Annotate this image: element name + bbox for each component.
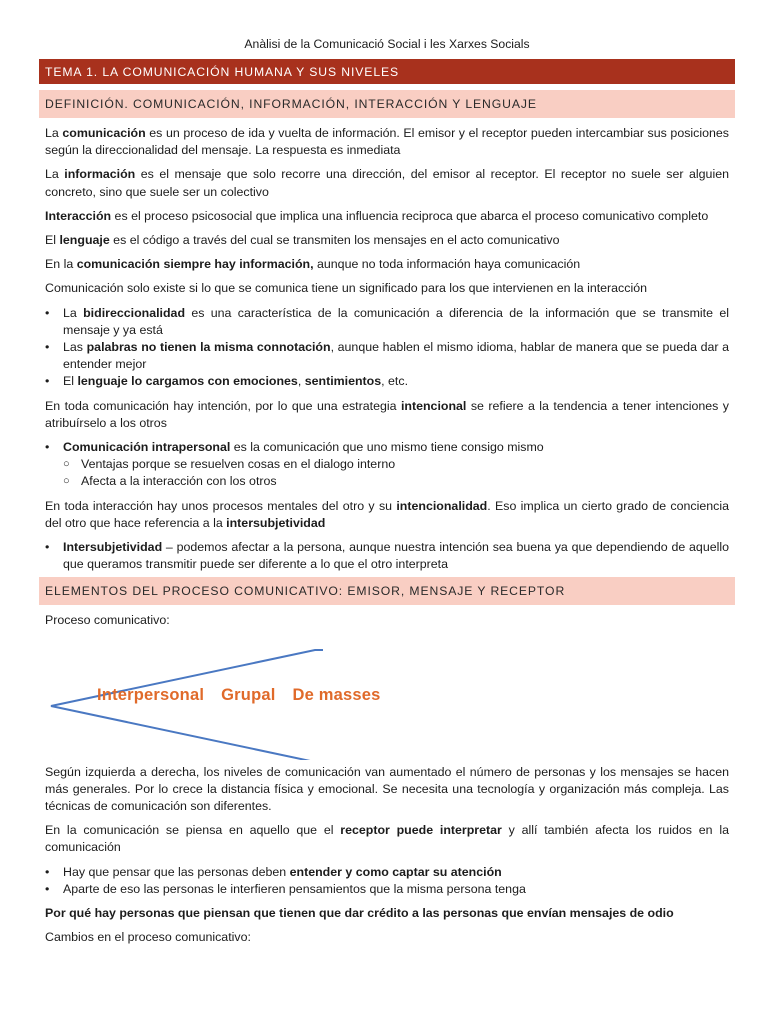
list-item: • Aparte de eso las personas le interfieren pensamientos que la misma persona tenga xyxy=(45,881,729,898)
document-header: Anàlisi de la Comunicació Social i les Xarxes Socials xyxy=(244,37,530,51)
label-interpersonal: Interpersonal xyxy=(97,685,205,704)
list-intersubjetividad xyxy=(45,539,729,573)
list-item: • La bidireccionalidad es una característica de la comunicación a diferencia de la información que se transmite el mensaje y ya está xyxy=(45,305,729,337)
paragraph-comunicacion: La comunicación es un proceso de ida y vuelta de información. El emisor y el receptor pueden intercambiar sus posiciones según la direccionalidad del mensaje. La respuesta es inmediata xyxy=(45,126,729,158)
paragraph-proceso: Proceso comunicativo: xyxy=(45,613,170,628)
paragraph-niveles: Según izquierda a derecha, los niveles de comunicación van aumentado el número de personas y los mensajes se hacen más generales. Por lo crece la distancia física y emocional. Se necesita una tecnología y organización más compleja. Las técnicas de comunicación son diferentes. xyxy=(45,764,729,814)
bullet-icon: • xyxy=(45,864,50,879)
paragraph-informacion: La información es el mensaje que solo recorre una dirección, del emisor al receptor. El receptor no suele ser alguien concreto, sino que suele ser un colectivo xyxy=(45,167,729,199)
paragraph-interaccion: Interacción es el proceso psicosocial que implica una influencia reciproca que abarca el proceso comunicativo completo xyxy=(45,208,709,223)
list-item: • Hay que pensar que las personas deben entender y como captar su atención xyxy=(45,864,729,881)
label-de-masses: De masses xyxy=(292,685,381,704)
list-item: • Comunicación intrapersonal es la comunicación que uno mismo tiene consigo mismo xyxy=(45,439,729,456)
paragraph-intencionalidad: En toda interacción hay unos procesos mentales del otro y su intencionalidad. Eso implica un cierto grado de conciencia del otro que hace referencia a la intersubjetividad xyxy=(45,498,729,530)
bullet-icon: • xyxy=(45,305,50,320)
circle-bullet-icon: ○ xyxy=(63,475,70,488)
paragraph-lenguaje: El lenguaje es el código a través del cual se transmiten los mensajes en el acto comunicativo xyxy=(45,233,560,248)
communication-levels-diagram xyxy=(45,640,729,760)
diagram-labels xyxy=(97,686,381,705)
list-item: • Las palabras no tienen la misma connotación, aunque hablen el mismo idioma, hablar de manera que se pueda dar a entender mejor xyxy=(45,340,730,372)
list-intrapersonal xyxy=(45,439,729,491)
list-item: • Intersubjetividad – podemos afectar a la persona, aunque nuestra intención sea buena ya que dependiendo de aquello que queramos transmitir puede ser diferente a lo que el otro interpreta xyxy=(45,540,729,572)
section-title-elementos: ELEMENTOS DEL PROCESO COMUNICATIVO: EMISOR, MENSAJE Y RECEPTOR xyxy=(39,577,735,605)
paragraph-receptor: En la comunicación se piensa en aquello que el receptor puede interpretar y allí también afecta los ruidos en la comunicación xyxy=(45,823,729,855)
list-item: • El lenguaje lo cargamos con emociones, sentimientos, etc. xyxy=(45,373,729,390)
paragraph-significado: Comunicación solo existe si lo que se comunica tiene un significado para los que intervienen en la interacción xyxy=(45,281,647,296)
paragraph-intencion: En toda comunicación hay intención, por lo que una estrategia intencional se refiere a la tendencia a tener intenciones y atribuírselo a los otros xyxy=(45,398,729,430)
bullet-icon: • xyxy=(45,340,50,355)
list-subitem: ○ Afecta a la interacción con los otros xyxy=(45,473,729,490)
bullet-icon: • xyxy=(45,440,50,455)
paragraph-comunicacion-informacion: En la comunicación siempre hay información, aunque no toda información haya comunicación xyxy=(45,257,581,272)
paragraph-odio: Por qué hay personas que piensan que tienen que dar crédito a las personas que envían mensajes de odio xyxy=(45,906,674,921)
list-atencion xyxy=(45,864,729,898)
circle-bullet-icon: ○ xyxy=(63,458,70,471)
bullet-icon: • xyxy=(45,881,50,896)
list-subitem: ○ Ventajas porque se resuelven cosas en el dialogo interno xyxy=(45,456,729,473)
list-caracteristicas xyxy=(45,305,729,391)
paragraph-cambios: Cambios en el proceso comunicativo: xyxy=(45,930,251,945)
tema-title: TEMA 1. LA COMUNICACIÓN HUMANA Y SUS NIVELES xyxy=(39,59,735,84)
bullet-icon: • xyxy=(45,540,50,555)
bullet-icon: • xyxy=(45,374,50,389)
document-page xyxy=(45,0,729,947)
label-grupal: Grupal xyxy=(221,685,276,704)
section-title-definicion: DEFINICIÓN. COMUNICACIÓN, INFORMACIÓN, INTERACCIÓN Y LENGUAJE xyxy=(39,90,735,118)
